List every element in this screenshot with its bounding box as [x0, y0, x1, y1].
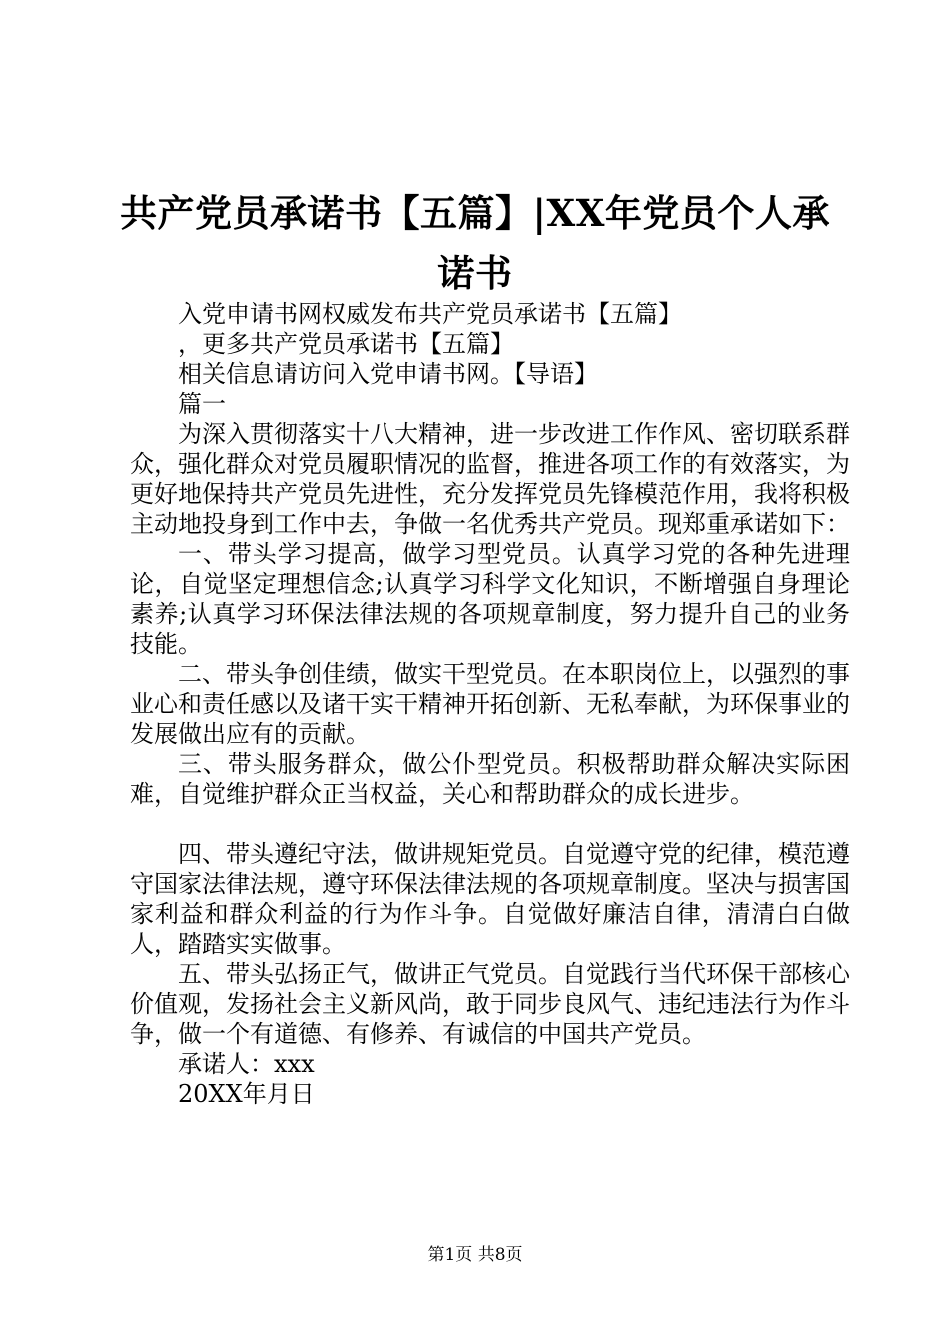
- section-heading: 篇一: [178, 390, 226, 418]
- document-body: [130, 299, 850, 1109]
- commitment-paragraph: 四、带头遵纪守法，做讲规矩党员。自觉遵守党的纪律，模范遵守国家法律法规，遵守环保法律法规的各项规章制度。坚决与损害国家利益和群众利益的行为作斗争。自觉做好廉洁自律，清清白白做人，踏踏实实做事。: [130, 840, 850, 958]
- intro-line: 相关信息请访问入党申请书网。【导语】: [178, 360, 598, 388]
- page-indicator: 第1页 共8页: [427, 1245, 523, 1265]
- intro-line: ，更多共产党员承诺书【五篇】: [178, 330, 514, 358]
- commitment-paragraph: 二、带头争创佳绩，做实干型党员。在本职岗位上，以强烈的事业心和责任感以及诸干实干精神开拓创新、无私奉献，为环保事业的发展做出应有的贡献。: [130, 660, 850, 748]
- commitment-paragraph: 五、带头弘扬正气，做讲正气党员。自觉践行当代环保干部核心价值观，发扬社会主义新风尚，敢于同步良风气、违纪违法行为作斗争，做一个有道德、有修养、有诚信的中国共产党员。: [130, 960, 850, 1048]
- commitment-paragraph: 一、带头学习提高，做学习型党员。认真学习党的各种先进理论，自觉坚定理想信念;认真学习科学文化知识，不断增强自身理论素养;认真学习环保法律法规的各项规章制度，努力提升自己的业务技能。: [130, 540, 850, 658]
- intro-line: 入党申请书网权威发布共产党员承诺书【五篇】: [178, 300, 682, 328]
- blank-line: [130, 809, 850, 839]
- date-line: 20XX年月日: [178, 1080, 315, 1108]
- commitment-paragraph: 三、带头服务群众，做公仆型党员。积极帮助群众解决实际困难，自觉维护群众正当权益，关心和帮助群众的成长进步。: [130, 750, 850, 808]
- signature-line: 承诺人：xxx: [178, 1050, 315, 1078]
- body-paragraph: 为深入贯彻落实十八大精神，进一步改进工作作风、密切联系群众，强化群众对党员履职情况的监督，推进各项工作的有效落实，为更好地保持共产党员先进性，充分发挥党员先锋模范作用，我将积极主动地投身到工作中去，争做一名优秀共产党员。现郑重承诺如下：: [130, 420, 850, 538]
- document-title: 共产党员承诺书【五篇】|XX年党员个人承诺书: [120, 191, 830, 295]
